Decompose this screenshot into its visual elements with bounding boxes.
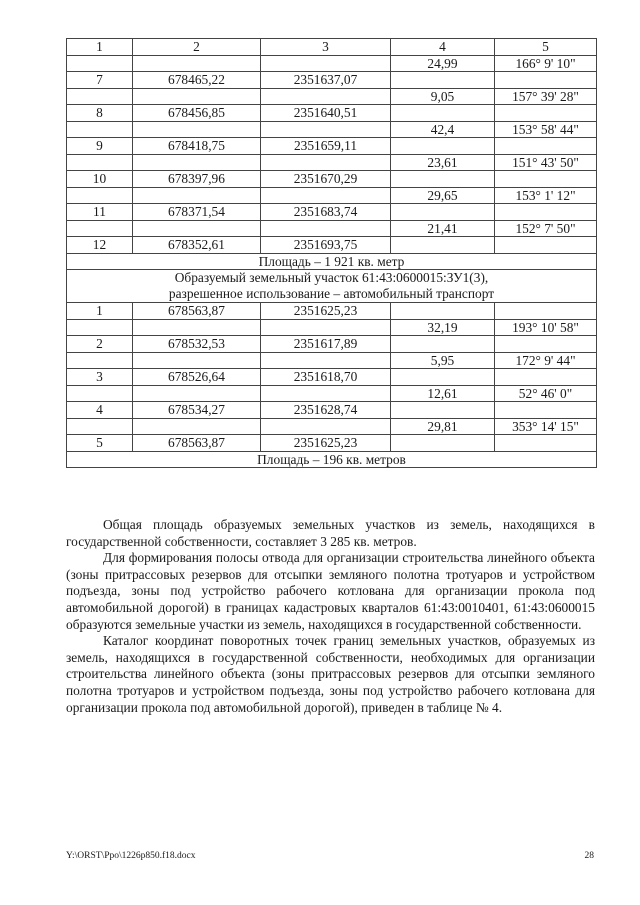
empty-cell — [133, 352, 261, 369]
coordinates-table — [66, 38, 597, 468]
table-row — [67, 55, 597, 72]
empty-cell — [133, 385, 261, 402]
coord-y: 2351659,11 — [261, 138, 391, 155]
empty-cell — [495, 204, 597, 221]
point-number: 1 — [67, 303, 133, 320]
empty-cell — [495, 72, 597, 89]
segment-length: 12,61 — [391, 385, 495, 402]
empty-cell — [391, 402, 495, 419]
segment-angle: 353° 14' 15" — [495, 418, 597, 435]
table-row — [67, 303, 597, 320]
empty-cell — [495, 303, 597, 320]
table-row — [67, 187, 597, 204]
table-row — [67, 72, 597, 89]
table-row — [67, 336, 597, 353]
empty-cell — [133, 55, 261, 72]
segment-angle: 166° 9' 10" — [495, 55, 597, 72]
empty-cell — [261, 55, 391, 72]
empty-cell — [67, 385, 133, 402]
empty-cell — [261, 319, 391, 336]
point-number: 2 — [67, 336, 133, 353]
empty-cell — [391, 336, 495, 353]
col-4-header: 4 — [391, 39, 495, 56]
segment-length: 24,99 — [391, 55, 495, 72]
coord-y: 2351618,70 — [261, 369, 391, 386]
area-total-2: Площадь – 196 кв. метров — [67, 451, 597, 468]
point-number: 4 — [67, 402, 133, 419]
footer-page-number: 28 — [584, 851, 594, 861]
empty-cell — [495, 369, 597, 386]
col-1-header: 1 — [67, 39, 133, 56]
footer-file-path: Y:\ORST\Ppo\1226p850.f18.docx — [66, 851, 196, 861]
segment-length: 32,19 — [391, 319, 495, 336]
empty-cell — [133, 220, 261, 237]
table-row — [67, 352, 597, 369]
area-total-1: Площадь – 1 921 кв. метр — [67, 253, 597, 270]
point-number: 12 — [67, 237, 133, 254]
empty-cell — [495, 402, 597, 419]
empty-cell — [261, 88, 391, 105]
segment-angle: 151° 43' 50" — [495, 154, 597, 171]
empty-cell — [133, 121, 261, 138]
empty-cell — [67, 319, 133, 336]
empty-cell — [261, 121, 391, 138]
table-row — [67, 105, 597, 122]
col-5-header: 5 — [495, 39, 597, 56]
table-row — [67, 121, 597, 138]
table-row — [67, 154, 597, 171]
empty-cell — [391, 237, 495, 254]
segment-length: 9,05 — [391, 88, 495, 105]
empty-cell — [495, 237, 597, 254]
coord-y: 2351628,74 — [261, 402, 391, 419]
table-row — [67, 138, 597, 155]
paragraph-catalog: Каталог координат поворотных точек границ земельных участков, образуемых из земель, находящихся в государственной собственности, необходимых для организации строительства линейного объекта (зоны притрассовых резервов для отсыпки земляного полотна тротуаров и устройством подъезда, зоны под устройство рабочего котлована для организации прокола под автомобильной дорогой), приведен в таблице № 4. — [66, 633, 595, 715]
coord-x: 678465,22 — [133, 72, 261, 89]
empty-cell — [261, 418, 391, 435]
empty-cell — [261, 385, 391, 402]
empty-cell — [261, 154, 391, 171]
point-number: 8 — [67, 105, 133, 122]
point-number: 11 — [67, 204, 133, 221]
coord-x: 678418,75 — [133, 138, 261, 155]
point-number: 5 — [67, 435, 133, 452]
point-number: 3 — [67, 369, 133, 386]
segment-angle: 153° 1' 12" — [495, 187, 597, 204]
empty-cell — [67, 121, 133, 138]
empty-cell — [261, 352, 391, 369]
table-row — [67, 402, 597, 419]
empty-cell — [495, 171, 597, 188]
coord-x: 678352,61 — [133, 237, 261, 254]
area-row — [67, 451, 597, 468]
table-row — [67, 369, 597, 386]
coord-y: 2351637,07 — [261, 72, 391, 89]
empty-cell — [67, 55, 133, 72]
segment-angle: 157° 39' 28" — [495, 88, 597, 105]
segment-length: 29,81 — [391, 418, 495, 435]
table-row — [67, 220, 597, 237]
coord-y: 2351683,74 — [261, 204, 391, 221]
coord-y: 2351617,89 — [261, 336, 391, 353]
empty-cell — [133, 187, 261, 204]
coord-x: 678456,85 — [133, 105, 261, 122]
coord-x: 678397,96 — [133, 171, 261, 188]
empty-cell — [391, 171, 495, 188]
segment-length: 5,95 — [391, 352, 495, 369]
body-text — [66, 517, 595, 716]
segment-angle: 152° 7' 50" — [495, 220, 597, 237]
empty-cell — [67, 220, 133, 237]
table-row — [67, 204, 597, 221]
empty-cell — [67, 352, 133, 369]
coord-x: 678563,87 — [133, 303, 261, 320]
coord-x: 678532,53 — [133, 336, 261, 353]
table-row — [67, 385, 597, 402]
col-2-header: 2 — [133, 39, 261, 56]
segment-length: 42,4 — [391, 121, 495, 138]
segment-length: 21,41 — [391, 220, 495, 237]
segment-angle: 193° 10' 58" — [495, 319, 597, 336]
plot-title-line-2: разрешенное использование – автомобильный транспорт — [168, 286, 495, 301]
table-row — [67, 237, 597, 254]
empty-cell — [495, 138, 597, 155]
empty-cell — [133, 319, 261, 336]
point-number: 10 — [67, 171, 133, 188]
coord-y: 2351693,75 — [261, 237, 391, 254]
empty-cell — [495, 435, 597, 452]
empty-cell — [495, 336, 597, 353]
empty-cell — [391, 72, 495, 89]
segment-length: 23,61 — [391, 154, 495, 171]
point-number: 9 — [67, 138, 133, 155]
plot-title-row — [67, 270, 597, 303]
empty-cell — [261, 220, 391, 237]
col-3-header: 3 — [261, 39, 391, 56]
paragraph-total-area: Общая площадь образуемых земельных участков из земель, находящихся в государственной собственности, составляет 3 285 кв. метров. — [66, 517, 595, 549]
empty-cell — [391, 369, 495, 386]
table-row — [67, 418, 597, 435]
empty-cell — [391, 105, 495, 122]
empty-cell — [67, 418, 133, 435]
empty-cell — [67, 187, 133, 204]
coord-x: 678563,87 — [133, 435, 261, 452]
table-header-row — [67, 39, 597, 56]
empty-cell — [391, 435, 495, 452]
segment-angle: 153° 58' 44" — [495, 121, 597, 138]
empty-cell — [67, 88, 133, 105]
empty-cell — [133, 154, 261, 171]
plot-title-line-1: Образуемый земельный участок 61:43:0600015:ЗУ1(3), — [174, 270, 489, 285]
empty-cell — [261, 187, 391, 204]
table-row — [67, 319, 597, 336]
empty-cell — [391, 138, 495, 155]
empty-cell — [133, 418, 261, 435]
empty-cell — [67, 154, 133, 171]
coord-y: 2351625,23 — [261, 435, 391, 452]
coord-x: 678534,27 — [133, 402, 261, 419]
plot-title — [67, 270, 597, 303]
coord-y: 2351640,51 — [261, 105, 391, 122]
empty-cell — [133, 88, 261, 105]
point-number: 7 — [67, 72, 133, 89]
coord-y: 2351625,23 — [261, 303, 391, 320]
paragraph-formation: Для формирования полосы отвода для организации строительства линейного объекта (зоны притрассовых резервов для отсыпки земляного полотна тротуаров и устройством подъезда, зоны под устройство рабочего котлована для организации прокола под автомобильной дорогой) в границах кадастровых кварталов 61:43:0010401, 61:43:0600015 образуются земельные участки из земель, находящихся в государственной собственности. — [66, 550, 595, 632]
area-row — [67, 253, 597, 270]
empty-cell — [391, 204, 495, 221]
segment-length: 29,65 — [391, 187, 495, 204]
table-row — [67, 88, 597, 105]
table-row — [67, 171, 597, 188]
table-row — [67, 435, 597, 452]
segment-angle: 172° 9' 44" — [495, 352, 597, 369]
empty-cell — [391, 303, 495, 320]
empty-cell — [495, 105, 597, 122]
coord-x: 678371,54 — [133, 204, 261, 221]
coord-y: 2351670,29 — [261, 171, 391, 188]
coord-x: 678526,64 — [133, 369, 261, 386]
segment-angle: 52° 46' 0" — [495, 385, 597, 402]
